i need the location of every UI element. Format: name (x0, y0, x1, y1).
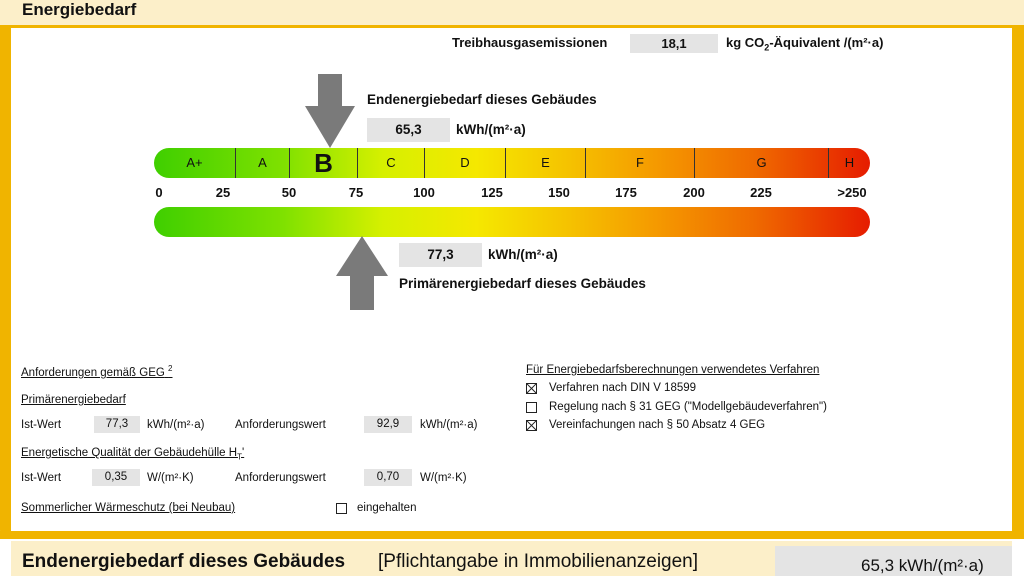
primaerenergie-arrow-icon (336, 236, 388, 310)
section-header (0, 0, 1024, 28)
endenergie-arrow-icon (305, 74, 355, 148)
scale-tick: 50 (281, 185, 297, 200)
quality-ist-unit: W/(m²·K) (147, 472, 194, 484)
footer-note: [Pflichtangabe in Immobilienanzeigen] (378, 551, 699, 572)
frame-border-left (0, 28, 11, 538)
efficiency-class-g: G (695, 148, 829, 178)
method-option-label: Verfahren nach DIN V 18599 (549, 382, 697, 394)
primaerenergie-title: Primärenergiebedarf dieses Gebäudes (399, 276, 646, 291)
efficiency-class-d: D (425, 148, 506, 178)
efficiency-class-scale (154, 148, 870, 178)
primary-heading: Primärenergiebedarf (21, 394, 126, 406)
endenergie-unit: kWh/(m²·a) (456, 122, 526, 137)
quality-ist-value: 0,35 (92, 469, 140, 486)
primaerenergie-scale (154, 207, 870, 237)
summer-check-label: eingehalten (357, 502, 417, 514)
scale-tick: >250 (837, 185, 867, 200)
efficiency-class-c: C (358, 148, 425, 178)
quality-anf-label: Anforderungswert (235, 472, 326, 484)
summer-checkbox[interactable] (336, 503, 347, 514)
method-heading: Für Energiebedarfsberechnungen verwendetes Verfahren (526, 364, 820, 376)
primary-anf-value: 92,9 (364, 416, 412, 433)
frame-border-bottom (0, 531, 1024, 539)
emissions-value: 18,1 (630, 34, 718, 53)
emissions-label: Treibhausgasemissionen (452, 35, 608, 50)
efficiency-class-h: H (844, 155, 855, 170)
primary-anf-label: Anforderungswert (235, 419, 326, 431)
quality-anf-unit: W/(m²·K) (420, 472, 467, 484)
scale-tick: 225 (750, 185, 772, 200)
primary-ist-unit: kWh/(m²·a) (147, 419, 205, 431)
method-checkbox[interactable] (526, 402, 537, 413)
scale-tick: 175 (615, 185, 637, 200)
scale-tick: 100 (413, 185, 435, 200)
primary-ist-value: 77,3 (94, 416, 140, 433)
footer-title: Endenergiebedarf dieses Gebäudes (22, 551, 346, 572)
frame-border-right (1012, 28, 1024, 538)
quality-ist-label: Ist-Wert (21, 472, 62, 484)
method-option-label: Vereinfachungen nach § 50 Absatz 4 GEG (549, 419, 766, 431)
primaerenergie-unit: kWh/(m²·a) (488, 247, 558, 262)
efficiency-class-aplus: A+ (154, 148, 236, 178)
method-checkbox[interactable] (526, 420, 537, 431)
efficiency-class-f: F (586, 148, 695, 178)
footer-value: 65,3 kWh/(m²·a) (861, 556, 984, 575)
method-option-label: Regelung nach § 31 GEG ("Modellgebäudeverfahren") (549, 401, 827, 413)
scale-tick: 125 (481, 185, 503, 200)
scale-tick: 0 (155, 185, 163, 200)
scale-tick: 150 (548, 185, 570, 200)
quality-anf-value: 0,70 (364, 469, 412, 486)
efficiency-class-a: A (236, 148, 290, 178)
scale-tick: 25 (215, 185, 231, 200)
endenergie-title: Endenergiebedarf dieses Gebäudes (367, 92, 597, 107)
primaerenergie-value: 77,3 (399, 243, 482, 267)
endenergie-value: 65,3 (367, 118, 450, 142)
scale-tick: 200 (683, 185, 705, 200)
quality-heading: Energetische Qualität der Gebäudehülle $H_T'$ (21, 447, 245, 462)
method-checkbox[interactable] (526, 383, 537, 394)
section-title: Energiebedarf (22, 0, 137, 19)
summer-heading: Sommerlicher Wärmeschutz (bei Neubau) (21, 502, 236, 514)
emissions-unit: kg $CO_2$-Äquivalent /(m²·a) (726, 35, 884, 53)
primary-ist-label: Ist-Wert (21, 419, 62, 431)
efficiency-class-e: E (506, 148, 586, 178)
primary-anf-unit: kWh/(m²·a) (420, 419, 478, 431)
requirements-heading: Anforderungen gemäß GEG $^2$ (21, 364, 173, 379)
efficiency-class-b: B (290, 148, 358, 178)
scale-tick: 75 (348, 185, 364, 200)
